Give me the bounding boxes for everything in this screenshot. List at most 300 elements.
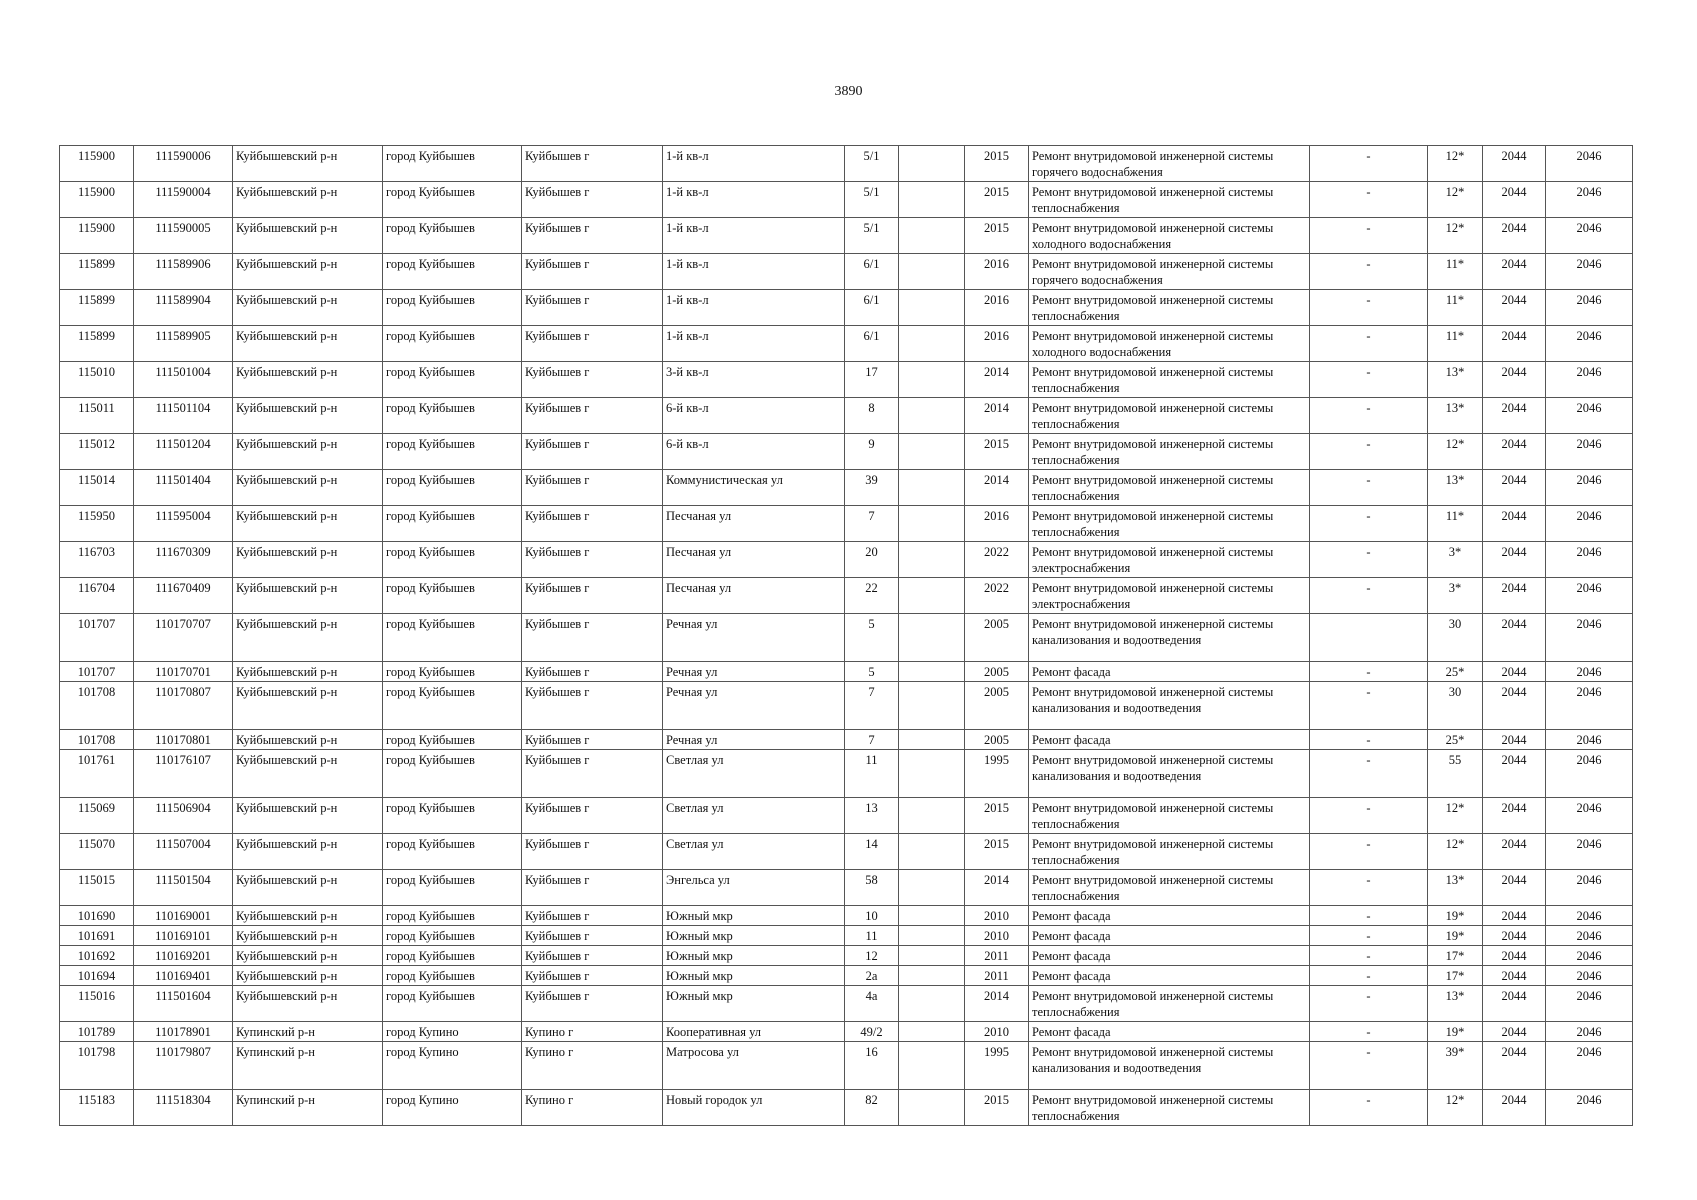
table-row (60, 362, 1633, 398)
district-cell: Куйбышевский р-н (233, 750, 383, 798)
house-number-cell: 5/1 (845, 182, 899, 218)
table-row (60, 218, 1633, 254)
empty-cell (899, 614, 965, 662)
record-id-cell: 115899 (60, 326, 134, 362)
wear-cell: 12* (1428, 798, 1483, 834)
wear-cell: 19* (1428, 926, 1483, 946)
end-year-cell: 2046 (1546, 834, 1633, 870)
work-code-cell: 111506904 (134, 798, 233, 834)
start-year-cell: 2044 (1483, 1042, 1546, 1090)
locality-cell: Куйбышев г (522, 870, 663, 906)
work-type-cell: Ремонт внутридомовой инженерной системы канализования и водоотведения (1029, 682, 1310, 730)
repair-schedule-table (59, 145, 1633, 1126)
work-code-cell: 111501404 (134, 470, 233, 506)
dash-cell: - (1310, 870, 1428, 906)
wear-cell: 11* (1428, 254, 1483, 290)
dash-cell (1310, 614, 1428, 662)
empty-cell (899, 798, 965, 834)
municipality-cell: город Куйбышев (383, 182, 522, 218)
house-number-cell: 20 (845, 542, 899, 578)
wear-cell: 30 (1428, 682, 1483, 730)
year-cell: 2014 (965, 870, 1029, 906)
wear-cell: 39* (1428, 1042, 1483, 1090)
end-year-cell: 2046 (1546, 1022, 1633, 1042)
dash-cell: - (1310, 578, 1428, 614)
table-row (60, 182, 1633, 218)
empty-cell (899, 1042, 965, 1090)
wear-cell: 13* (1428, 362, 1483, 398)
record-id-cell: 115015 (60, 870, 134, 906)
dash-cell: - (1310, 682, 1428, 730)
table-row (60, 578, 1633, 614)
street-cell: Речная ул (663, 730, 845, 750)
record-id-cell: 115900 (60, 182, 134, 218)
end-year-cell: 2046 (1546, 254, 1633, 290)
work-type-cell: Ремонт внутридомовой инженерной системы холодного водоснабжения (1029, 218, 1310, 254)
wear-cell: 12* (1428, 834, 1483, 870)
locality-cell: Купино г (522, 1042, 663, 1090)
work-code-cell: 111501104 (134, 398, 233, 434)
record-id-cell: 115183 (60, 1090, 134, 1126)
year-cell: 2014 (965, 398, 1029, 434)
work-code-cell: 110170801 (134, 730, 233, 750)
start-year-cell: 2044 (1483, 986, 1546, 1022)
year-cell: 2015 (965, 1090, 1029, 1126)
start-year-cell: 2044 (1483, 926, 1546, 946)
street-cell: Песчаная ул (663, 542, 845, 578)
table-row (60, 470, 1633, 506)
record-id-cell: 101708 (60, 682, 134, 730)
table-row (60, 966, 1633, 986)
table-row (60, 730, 1633, 750)
work-type-cell: Ремонт внутридомовой инженерной системы теплоснабжения (1029, 506, 1310, 542)
district-cell: Куйбышевский р-н (233, 798, 383, 834)
empty-cell (899, 578, 965, 614)
municipality-cell: город Куйбышев (383, 870, 522, 906)
house-number-cell: 6/1 (845, 326, 899, 362)
end-year-cell: 2046 (1546, 1042, 1633, 1090)
district-cell: Куйбышевский р-н (233, 578, 383, 614)
end-year-cell: 2046 (1546, 682, 1633, 730)
end-year-cell: 2046 (1546, 146, 1633, 182)
table-row (60, 1042, 1633, 1090)
street-cell: Светлая ул (663, 834, 845, 870)
year-cell: 1995 (965, 750, 1029, 798)
locality-cell: Куйбышев г (522, 730, 663, 750)
start-year-cell: 2044 (1483, 1090, 1546, 1126)
work-type-cell: Ремонт внутридомовой инженерной системы теплоснабжения (1029, 362, 1310, 398)
wear-cell: 19* (1428, 1022, 1483, 1042)
work-code-cell: 111590005 (134, 218, 233, 254)
year-cell: 2016 (965, 290, 1029, 326)
end-year-cell: 2046 (1546, 966, 1633, 986)
house-number-cell: 39 (845, 470, 899, 506)
district-cell: Куйбышевский р-н (233, 906, 383, 926)
municipality-cell: город Куйбышев (383, 578, 522, 614)
locality-cell: Куйбышев г (522, 614, 663, 662)
locality-cell: Куйбышев г (522, 662, 663, 682)
locality-cell: Куйбышев г (522, 682, 663, 730)
empty-cell (899, 730, 965, 750)
house-number-cell: 8 (845, 398, 899, 434)
locality-cell: Куйбышев г (522, 218, 663, 254)
record-id-cell: 115950 (60, 506, 134, 542)
district-cell: Куйбышевский р-н (233, 682, 383, 730)
year-cell: 2022 (965, 578, 1029, 614)
record-id-cell: 115069 (60, 798, 134, 834)
street-cell: Южный мкр (663, 966, 845, 986)
district-cell: Куйбышевский р-н (233, 834, 383, 870)
end-year-cell: 2046 (1546, 614, 1633, 662)
dash-cell: - (1310, 986, 1428, 1022)
locality-cell: Куйбышев г (522, 398, 663, 434)
record-id-cell: 115014 (60, 470, 134, 506)
start-year-cell: 2044 (1483, 434, 1546, 470)
work-code-cell: 111670309 (134, 542, 233, 578)
municipality-cell: город Куйбышев (383, 926, 522, 946)
start-year-cell: 2044 (1483, 218, 1546, 254)
dash-cell: - (1310, 1022, 1428, 1042)
start-year-cell: 2044 (1483, 682, 1546, 730)
work-type-cell: Ремонт внутридомовой инженерной системы теплоснабжения (1029, 798, 1310, 834)
dash-cell: - (1310, 966, 1428, 986)
table-row (60, 542, 1633, 578)
street-cell: 6-й кв-л (663, 398, 845, 434)
start-year-cell: 2044 (1483, 798, 1546, 834)
wear-cell: 12* (1428, 1090, 1483, 1126)
work-type-cell: Ремонт фасада (1029, 966, 1310, 986)
municipality-cell: город Куйбышев (383, 986, 522, 1022)
work-type-cell: Ремонт внутридомовой инженерной системы горячего водоснабжения (1029, 254, 1310, 290)
district-cell: Куйбышевский р-н (233, 614, 383, 662)
work-type-cell: Ремонт внутридомовой инженерной системы электроснабжения (1029, 578, 1310, 614)
record-id-cell: 115016 (60, 986, 134, 1022)
start-year-cell: 2044 (1483, 946, 1546, 966)
municipality-cell: город Куйбышев (383, 966, 522, 986)
street-cell: Речная ул (663, 662, 845, 682)
municipality-cell: город Куйбышев (383, 290, 522, 326)
wear-cell: 12* (1428, 434, 1483, 470)
record-id-cell: 101691 (60, 926, 134, 946)
table-row (60, 146, 1633, 182)
end-year-cell: 2046 (1546, 906, 1633, 926)
municipality-cell: город Куйбышев (383, 730, 522, 750)
district-cell: Куйбышевский р-н (233, 290, 383, 326)
work-code-cell: 110170707 (134, 614, 233, 662)
page-number: 3890 (834, 84, 863, 99)
year-cell: 2010 (965, 906, 1029, 926)
district-cell: Куйбышевский р-н (233, 662, 383, 682)
end-year-cell: 2046 (1546, 750, 1633, 798)
municipality-cell: город Куйбышев (383, 326, 522, 362)
street-cell: 1-й кв-л (663, 254, 845, 290)
end-year-cell: 2046 (1546, 926, 1633, 946)
start-year-cell: 2044 (1483, 750, 1546, 798)
table-row (60, 926, 1633, 946)
year-cell: 2005 (965, 662, 1029, 682)
district-cell: Куйбышевский р-н (233, 926, 383, 946)
house-number-cell: 6/1 (845, 254, 899, 290)
table-row (60, 290, 1633, 326)
locality-cell: Куйбышев г (522, 182, 663, 218)
house-number-cell: 4а (845, 986, 899, 1022)
empty-cell (899, 434, 965, 470)
dash-cell: - (1310, 254, 1428, 290)
record-id-cell: 115012 (60, 434, 134, 470)
start-year-cell: 2044 (1483, 506, 1546, 542)
work-type-cell: Ремонт внутридомовой инженерной системы теплоснабжения (1029, 1090, 1310, 1126)
work-type-cell: Ремонт фасада (1029, 662, 1310, 682)
wear-cell: 17* (1428, 966, 1483, 986)
table-row (60, 398, 1633, 434)
municipality-cell: город Купино (383, 1090, 522, 1126)
table-row (60, 834, 1633, 870)
work-code-cell: 111518304 (134, 1090, 233, 1126)
wear-cell: 11* (1428, 326, 1483, 362)
house-number-cell: 13 (845, 798, 899, 834)
empty-cell (899, 470, 965, 506)
wear-cell: 11* (1428, 506, 1483, 542)
street-cell: Южный мкр (663, 986, 845, 1022)
house-number-cell: 49/2 (845, 1022, 899, 1042)
end-year-cell: 2046 (1546, 326, 1633, 362)
end-year-cell: 2046 (1546, 362, 1633, 398)
work-type-cell: Ремонт фасада (1029, 926, 1310, 946)
district-cell: Куйбышевский р-н (233, 946, 383, 966)
house-number-cell: 5 (845, 614, 899, 662)
dash-cell: - (1310, 798, 1428, 834)
record-id-cell: 116703 (60, 542, 134, 578)
start-year-cell: 2044 (1483, 182, 1546, 218)
municipality-cell: город Куйбышев (383, 146, 522, 182)
municipality-cell: город Куйбышев (383, 946, 522, 966)
start-year-cell: 2044 (1483, 614, 1546, 662)
municipality-cell: город Куйбышев (383, 362, 522, 398)
table-row (60, 434, 1633, 470)
street-cell: Энгельса ул (663, 870, 845, 906)
year-cell: 2014 (965, 362, 1029, 398)
district-cell: Купинский р-н (233, 1042, 383, 1090)
district-cell: Куйбышевский р-н (233, 966, 383, 986)
house-number-cell: 10 (845, 906, 899, 926)
district-cell: Куйбышевский р-н (233, 254, 383, 290)
record-id-cell: 101694 (60, 966, 134, 986)
street-cell: Песчаная ул (663, 578, 845, 614)
work-type-cell: Ремонт внутридомовой инженерной системы теплоснабжения (1029, 870, 1310, 906)
end-year-cell: 2046 (1546, 798, 1633, 834)
dash-cell: - (1310, 434, 1428, 470)
dash-cell: - (1310, 542, 1428, 578)
municipality-cell: город Куйбышев (383, 470, 522, 506)
municipality-cell: город Купино (383, 1022, 522, 1042)
work-type-cell: Ремонт внутридомовой инженерной системы теплоснабжения (1029, 434, 1310, 470)
street-cell: Матросова ул (663, 1042, 845, 1090)
district-cell: Купинский р-н (233, 1022, 383, 1042)
table-row (60, 946, 1633, 966)
wear-cell: 55 (1428, 750, 1483, 798)
table-row (60, 798, 1633, 834)
work-type-cell: Ремонт фасада (1029, 730, 1310, 750)
record-id-cell: 115900 (60, 146, 134, 182)
start-year-cell: 2044 (1483, 966, 1546, 986)
year-cell: 2015 (965, 218, 1029, 254)
municipality-cell: город Куйбышев (383, 798, 522, 834)
record-id-cell: 101798 (60, 1042, 134, 1090)
district-cell: Куйбышевский р-н (233, 470, 383, 506)
year-cell: 2005 (965, 614, 1029, 662)
end-year-cell: 2046 (1546, 290, 1633, 326)
house-number-cell: 2а (845, 966, 899, 986)
house-number-cell: 5/1 (845, 146, 899, 182)
district-cell: Куйбышевский р-н (233, 986, 383, 1022)
wear-cell: 12* (1428, 218, 1483, 254)
municipality-cell: город Купино (383, 1042, 522, 1090)
locality-cell: Куйбышев г (522, 986, 663, 1022)
year-cell: 2015 (965, 834, 1029, 870)
street-cell: Южный мкр (663, 906, 845, 926)
empty-cell (899, 542, 965, 578)
table-row (60, 614, 1633, 662)
work-code-cell: 110178901 (134, 1022, 233, 1042)
dash-cell: - (1310, 290, 1428, 326)
district-cell: Куйбышевский р-н (233, 182, 383, 218)
record-id-cell: 115899 (60, 254, 134, 290)
empty-cell (899, 926, 965, 946)
house-number-cell: 16 (845, 1042, 899, 1090)
start-year-cell: 2044 (1483, 578, 1546, 614)
table-row (60, 870, 1633, 906)
house-number-cell: 17 (845, 362, 899, 398)
start-year-cell: 2044 (1483, 470, 1546, 506)
start-year-cell: 2044 (1483, 542, 1546, 578)
work-type-cell: Ремонт внутридомовой инженерной системы канализования и водоотведения (1029, 614, 1310, 662)
locality-cell: Купино г (522, 1090, 663, 1126)
start-year-cell: 2044 (1483, 254, 1546, 290)
year-cell: 1995 (965, 1042, 1029, 1090)
start-year-cell: 2044 (1483, 870, 1546, 906)
street-cell: Речная ул (663, 682, 845, 730)
start-year-cell: 2044 (1483, 362, 1546, 398)
end-year-cell: 2046 (1546, 470, 1633, 506)
street-cell: 3-й кв-л (663, 362, 845, 398)
empty-cell (899, 906, 965, 926)
empty-cell (899, 182, 965, 218)
empty-cell (899, 682, 965, 730)
dash-cell: - (1310, 906, 1428, 926)
table-row (60, 1022, 1633, 1042)
district-cell: Куйбышевский р-н (233, 326, 383, 362)
year-cell: 2022 (965, 542, 1029, 578)
start-year-cell: 2044 (1483, 906, 1546, 926)
end-year-cell: 2046 (1546, 218, 1633, 254)
work-code-cell: 111589905 (134, 326, 233, 362)
house-number-cell: 58 (845, 870, 899, 906)
end-year-cell: 2046 (1546, 870, 1633, 906)
street-cell: Речная ул (663, 614, 845, 662)
year-cell: 2015 (965, 146, 1029, 182)
start-year-cell: 2044 (1483, 146, 1546, 182)
wear-cell: 13* (1428, 398, 1483, 434)
end-year-cell: 2046 (1546, 578, 1633, 614)
dash-cell: - (1310, 182, 1428, 218)
work-code-cell: 111590006 (134, 146, 233, 182)
work-code-cell: 111501204 (134, 434, 233, 470)
municipality-cell: город Куйбышев (383, 434, 522, 470)
dash-cell: - (1310, 362, 1428, 398)
work-code-cell: 110170807 (134, 682, 233, 730)
dash-cell: - (1310, 946, 1428, 966)
wear-cell: 13* (1428, 870, 1483, 906)
empty-cell (899, 870, 965, 906)
work-code-cell: 110176107 (134, 750, 233, 798)
end-year-cell: 2046 (1546, 182, 1633, 218)
work-code-cell: 110179807 (134, 1042, 233, 1090)
end-year-cell: 2046 (1546, 946, 1633, 966)
street-cell: Коммунистическая ул (663, 470, 845, 506)
work-code-cell: 111501504 (134, 870, 233, 906)
locality-cell: Куйбышев г (522, 906, 663, 926)
street-cell: Светлая ул (663, 750, 845, 798)
wear-cell: 13* (1428, 986, 1483, 1022)
work-type-cell: Ремонт внутридомовой инженерной системы канализования и водоотведения (1029, 750, 1310, 798)
record-id-cell: 101789 (60, 1022, 134, 1042)
record-id-cell: 115070 (60, 834, 134, 870)
street-cell: 1-й кв-л (663, 290, 845, 326)
dash-cell: - (1310, 326, 1428, 362)
work-type-cell: Ремонт фасада (1029, 1022, 1310, 1042)
empty-cell (899, 326, 965, 362)
start-year-cell: 2044 (1483, 326, 1546, 362)
work-type-cell: Ремонт внутридомовой инженерной системы теплоснабжения (1029, 470, 1310, 506)
end-year-cell: 2046 (1546, 506, 1633, 542)
work-type-cell: Ремонт фасада (1029, 946, 1310, 966)
dash-cell: - (1310, 834, 1428, 870)
table-row (60, 662, 1633, 682)
house-number-cell: 7 (845, 730, 899, 750)
record-id-cell: 101761 (60, 750, 134, 798)
wear-cell: 3* (1428, 542, 1483, 578)
wear-cell: 12* (1428, 146, 1483, 182)
work-code-cell: 111670409 (134, 578, 233, 614)
street-cell: 6-й кв-л (663, 434, 845, 470)
year-cell: 2011 (965, 966, 1029, 986)
record-id-cell: 101690 (60, 906, 134, 926)
house-number-cell: 22 (845, 578, 899, 614)
record-id-cell: 101707 (60, 614, 134, 662)
work-type-cell: Ремонт внутридомовой инженерной системы теплоснабжения (1029, 290, 1310, 326)
table-row (60, 254, 1633, 290)
empty-cell (899, 662, 965, 682)
empty-cell (899, 218, 965, 254)
record-id-cell: 115900 (60, 218, 134, 254)
dash-cell: - (1310, 506, 1428, 542)
locality-cell: Куйбышев г (522, 434, 663, 470)
locality-cell: Куйбышев г (522, 470, 663, 506)
empty-cell (899, 834, 965, 870)
work-code-cell: 110169401 (134, 966, 233, 986)
work-code-cell: 111595004 (134, 506, 233, 542)
street-cell: Песчаная ул (663, 506, 845, 542)
record-id-cell: 115899 (60, 290, 134, 326)
locality-cell: Куйбышев г (522, 506, 663, 542)
district-cell: Куйбышевский р-н (233, 870, 383, 906)
locality-cell: Куйбышев г (522, 578, 663, 614)
year-cell: 2016 (965, 326, 1029, 362)
street-cell: Светлая ул (663, 798, 845, 834)
district-cell: Купинский р-н (233, 1090, 383, 1126)
start-year-cell: 2044 (1483, 290, 1546, 326)
house-number-cell: 11 (845, 926, 899, 946)
